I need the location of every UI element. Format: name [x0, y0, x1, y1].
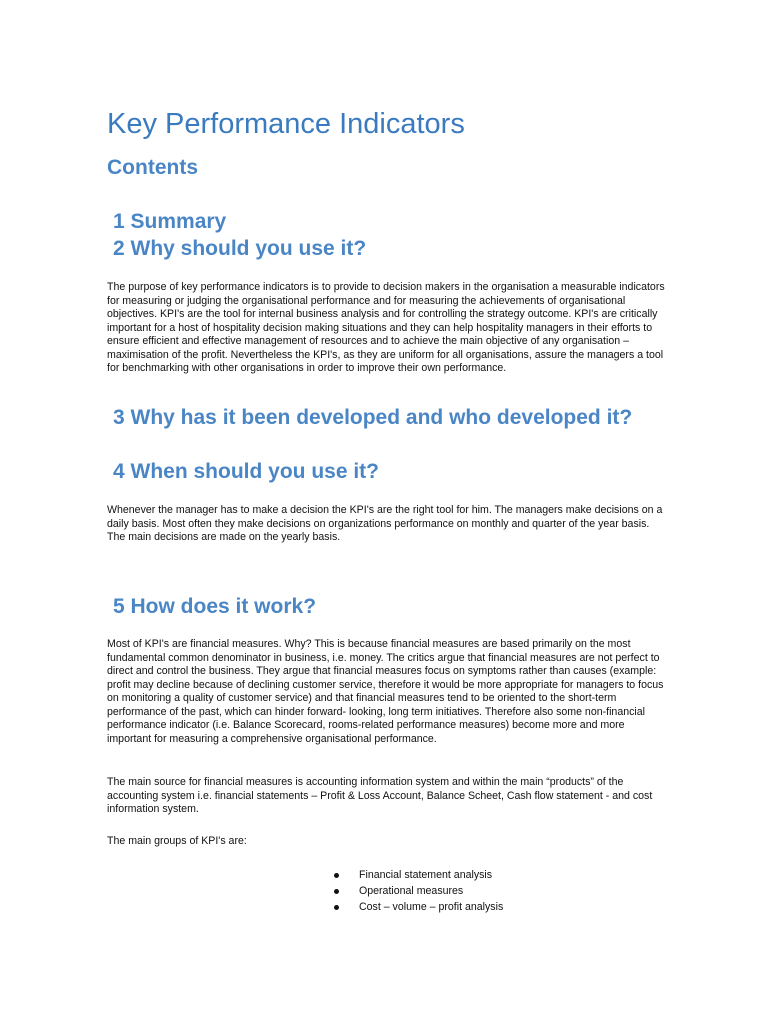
paragraph-source: The main source for financial measures is accounting information system and within the main “products” of the accounting system i.e. financial statements – Profit & Loss Account, Balance Scheet, Cash flow statement - and cost information system. [107, 776, 653, 815]
list-item-label: Cost – volume – profit analysis [359, 901, 504, 913]
section-heading-why-developed: 3 Why has it been developed and who developed it? [113, 406, 633, 429]
list-item-label: Operational measures [359, 885, 464, 897]
paragraph-how: Most of KPI's are financial measures. Why? This is because financial measures are based primarily on the most fundamental common denominator in business, i.e. money. The critics argue that financial measures are not perfect to direct and control the business. They argue that financial measures focus on symptoms rather than causes (example: profit may decline because of declining customer service, therefore it would be more appropriate for managers to focus on monitoring a quality of customer service) and that financial measures tend to be oriented to the short-term performance of the past, which can hinder forward- looking, long term initiatives. Therefore also some non-financial performance indicator (i.e. Balance Scorecard, rooms-related performance measures) become more and more important for measuring a comprehensive organisational performance. [107, 638, 664, 745]
document-title: Key Performance Indicators [107, 108, 465, 140]
paragraph-purpose: The purpose of key performance indicators is to provide to decision makers in the organisation a measurable indicators for measuring or judging the organisational performance and for measuring the achievements of organisational objectives. KPI's are the tool for internal business analysis and for controlling the strategy outcome. KPI's are critically important for a host of hospitality decision making situations and they can help hospitality managers in their efforts to ensure efficient and effective management of resources and to achieve the main objective of any organisation – maximisation of the profit. Nevertheless the KPI's, as they are uniform for all organisations, assure the managers a tool for benchmarking with other organisations in order to improve their own performance. [107, 281, 665, 374]
list-item [330, 867, 503, 883]
list-item [330, 883, 503, 899]
paragraph-when: Whenever the manager has to make a decision the KPI's are the right tool for him. The managers make decisions on a daily basis. Most often they make decisions on organizations performance on monthly and quarter of the year basis. The main decisions are made on the yearly basis. [107, 504, 663, 543]
bullet-icon [334, 873, 339, 878]
bullet-icon [334, 889, 339, 894]
section-heading-summary: 1 Summary [113, 210, 227, 233]
contents-heading: Contents [107, 156, 198, 179]
list-item-label: Financial statement analysis [359, 869, 493, 881]
bullet-icon [334, 905, 339, 910]
section-heading-when-use: 4 When should you use it? [113, 460, 380, 483]
list-item [330, 899, 503, 915]
section-heading-how-work: 5 How does it work? [113, 595, 317, 618]
paragraph-groups-intro: The main groups of KPI's are: [107, 835, 247, 847]
section-heading-why-use: 2 Why should you use it? [113, 237, 367, 260]
kpi-groups-list [330, 867, 503, 915]
